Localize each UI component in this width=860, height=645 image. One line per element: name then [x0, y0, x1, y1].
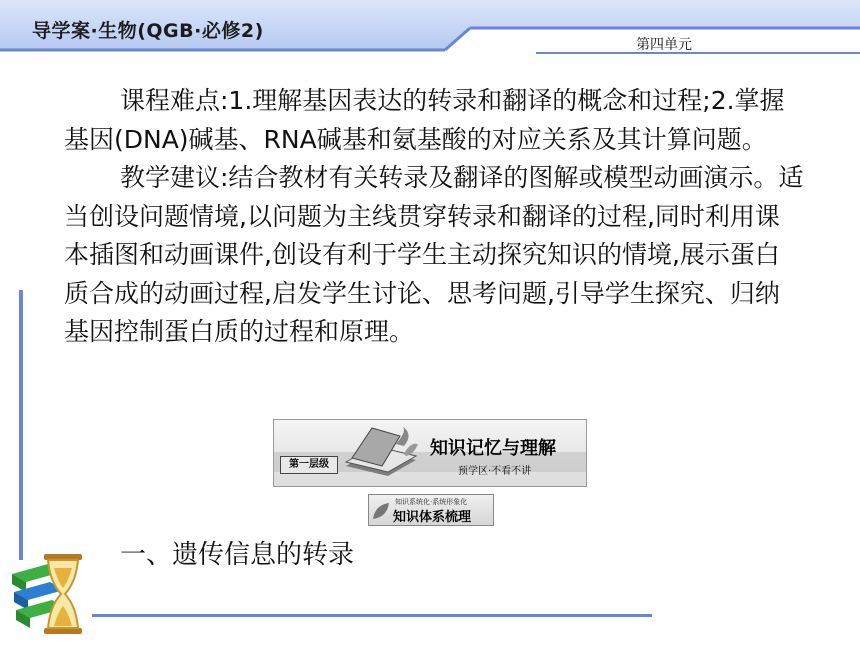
- banner-title: 知识记忆与理解: [430, 438, 556, 459]
- sub-banner: [368, 494, 494, 526]
- leaf-decoration-icon: [371, 501, 391, 521]
- bottom-decorative-rule: [92, 614, 652, 617]
- sub-banner-main-text: 知识体系梳理: [393, 510, 472, 525]
- header-title: 导学案·生物(QGB·必修2): [32, 20, 264, 42]
- banner-subtitle: 预学区·不看不讲: [458, 466, 532, 477]
- left-decorative-rule: [19, 290, 23, 560]
- suggestion-paragraph: 教学建议:结合教材有关转录及翻译的图解或模型动画演示。适当创设问题情境,以问题为主线贯穿转录和翻译的过程,同时利用课本插图和动画课件,创设有利于学生主动探究知识的情境,展示蛋白质合成的动画过程,启发学生讨论、思考问题,引导学生探究、归纳基因控制蛋白质的过程和原理。: [64, 163, 804, 346]
- banner-level-label: 第一层级: [280, 456, 338, 474]
- hourglass-icon: [10, 548, 86, 638]
- body-text: [64, 82, 804, 352]
- unit-label: 第四单元: [636, 37, 692, 53]
- book-icon: [338, 424, 422, 482]
- level-banner: [273, 419, 587, 487]
- difficulty-paragraph: 课程难点:1.理解基因表达的转录和翻译的概念和过程;2.掌握基因(DNA)碱基、RNA碱基和氨基酸的对应关系及其计算问题。: [64, 86, 785, 154]
- sub-banner-top-text: 知识系统化·系统形象化: [395, 498, 468, 506]
- section-heading: 一、遗传信息的转录: [120, 540, 355, 570]
